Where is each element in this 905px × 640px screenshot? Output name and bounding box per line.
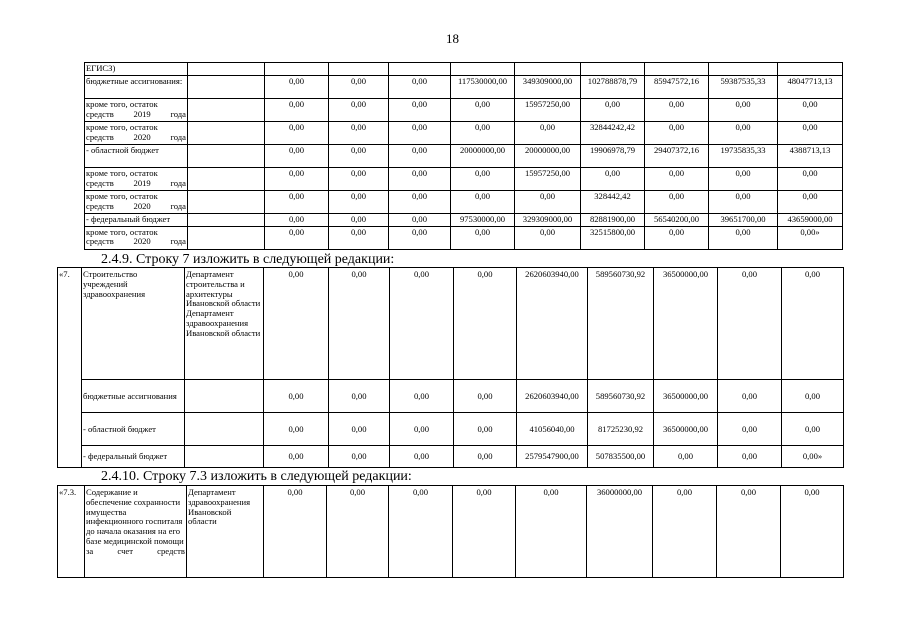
value-cell: 0,00 <box>327 486 389 578</box>
value-cell: 0,00 <box>265 75 329 98</box>
value-cell: 0,00 <box>389 213 451 226</box>
value-cell: 329309000,00 <box>515 213 581 226</box>
value-cell: 48047713,13 <box>778 75 843 98</box>
value-cell: 0,00 <box>453 486 516 578</box>
value-cell: 0,00 <box>515 121 581 144</box>
table-row <box>58 446 844 468</box>
value-cell: 0,00 <box>645 121 709 144</box>
row7-table <box>57 267 844 468</box>
value-cell: 0,00 <box>718 446 782 468</box>
executor-cell <box>188 190 265 213</box>
value-cell: 0,00 <box>264 413 329 446</box>
value-cell: 0,00 <box>645 226 709 249</box>
table-row <box>85 167 843 190</box>
executor-cell <box>188 144 265 167</box>
table-row <box>85 63 843 76</box>
value-cell: 56540200,00 <box>645 213 709 226</box>
value-cell: 20000000,00 <box>451 144 515 167</box>
value-cell: 97530000,00 <box>451 213 515 226</box>
row-label: бюджетные ассигнования <box>82 380 185 413</box>
row-label: - федеральный бюджет <box>85 213 188 226</box>
value-cell: 0,00 <box>782 268 844 380</box>
value-cell: 43659000,00 <box>778 213 843 226</box>
executor: Департамент строительства и архитектуры Ивановской области Департамент здравоохранения Ивановской области <box>185 268 264 380</box>
value-cell: 0,00 <box>390 380 454 413</box>
value-cell: 0,00 <box>265 121 329 144</box>
measure-name: Содержание и обеспечение сохранности имущества инфекционного госпиталя до начала оказания на его базе медицинской помощи за счет средств <box>85 486 187 578</box>
value-cell: 102788878,79 <box>581 75 645 98</box>
value-cell: 2620603940,00 <box>517 380 588 413</box>
value-cell: 0,00 <box>451 121 515 144</box>
value-cell: 0,00 <box>389 144 451 167</box>
value-cell: 82881900,00 <box>581 213 645 226</box>
value-cell: 0,00 <box>265 167 329 190</box>
value-cell: 36500000,00 <box>654 380 718 413</box>
value-cell: 4388713,13 <box>778 144 843 167</box>
value-cell: 0,00 <box>265 98 329 121</box>
executor-cell <box>188 167 265 190</box>
table-row <box>58 268 844 380</box>
table-row <box>85 213 843 226</box>
table-row <box>85 98 843 121</box>
executor: Департамент здравоохранения Ивановской области <box>187 486 264 578</box>
row-label: кроме того, остаток средств 2020 года <box>85 190 188 213</box>
page-number: 18 <box>446 31 459 46</box>
table-cell-label: ЕГИСЗ) <box>85 63 188 76</box>
value-cell: 0,00 <box>265 226 329 249</box>
executor-cell <box>188 226 265 249</box>
value-cell: 0,00 <box>329 98 389 121</box>
row-label: - областной бюджет <box>82 413 185 446</box>
value-cell: 0,00 <box>645 167 709 190</box>
value-cell: 36500000,00 <box>654 268 718 380</box>
row-label: бюджетные ассигнования: <box>85 75 188 98</box>
value-cell: 0,00 <box>389 226 451 249</box>
value-cell: 0,00 <box>709 190 778 213</box>
value-cell: 0,00 <box>264 446 329 468</box>
section-heading-249: 2.4.9. Строку 7 изложить в следующей редакции: <box>101 252 395 267</box>
value-cell: 0,00 <box>389 190 451 213</box>
value-cell: 15957250,00 <box>515 167 581 190</box>
executor-cell <box>185 446 264 468</box>
budget-table-continuation <box>84 62 843 250</box>
value-cell: 0,00 <box>515 190 581 213</box>
table-row <box>85 190 843 213</box>
value-cell: 0,00» <box>782 446 844 468</box>
table-row <box>85 75 843 98</box>
value-cell: 29407372,16 <box>645 144 709 167</box>
value-cell: 0,00 <box>390 446 454 468</box>
executor-cell <box>188 75 265 98</box>
value-cell: 0,00 <box>718 268 782 380</box>
value-cell: 0,00 <box>782 413 844 446</box>
value-cell: 0,00 <box>516 486 587 578</box>
value-cell: 0,00 <box>329 268 390 380</box>
value-cell: 0,00 <box>329 75 389 98</box>
value-cell: 0,00 <box>709 98 778 121</box>
value-cell: 0,00 <box>718 413 782 446</box>
value-cell: 0,00 <box>451 190 515 213</box>
table-row <box>58 486 844 578</box>
value-cell: 0,00 <box>778 121 843 144</box>
value-cell: 32844242,42 <box>581 121 645 144</box>
row-label: кроме того, остаток средств 2019 года <box>85 98 188 121</box>
value-cell: 0,00 <box>709 167 778 190</box>
value-cell: 0,00 <box>653 486 717 578</box>
value-cell: 2620603940,00 <box>517 268 588 380</box>
executor-cell <box>185 380 264 413</box>
table-row <box>85 121 843 144</box>
value-cell: 0,00» <box>778 226 843 249</box>
executor-cell <box>188 213 265 226</box>
value-cell: 0,00 <box>709 121 778 144</box>
value-cell: 0,00 <box>454 413 517 446</box>
value-cell: 0,00 <box>454 268 517 380</box>
value-cell: 41056040,00 <box>517 413 588 446</box>
value-cell: 0,00 <box>454 446 517 468</box>
value-cell: 0,00 <box>329 121 389 144</box>
row-label: кроме того, остаток средств 2020 года <box>85 121 188 144</box>
value-cell: 0,00 <box>645 98 709 121</box>
executor-cell <box>185 413 264 446</box>
value-cell: 0,00 <box>654 446 718 468</box>
value-cell: 0,00 <box>709 226 778 249</box>
value-cell: 328442,42 <box>581 190 645 213</box>
value-cell: 117530000,00 <box>451 75 515 98</box>
table-row <box>85 144 843 167</box>
value-cell: 0,00 <box>718 380 782 413</box>
value-cell: 0,00 <box>329 167 389 190</box>
value-cell: 0,00 <box>265 213 329 226</box>
row-number: «7. <box>58 268 82 468</box>
value-cell: 0,00 <box>329 380 390 413</box>
value-cell: 0,00 <box>329 226 389 249</box>
value-cell: 0,00 <box>389 98 451 121</box>
value-cell: 20000000,00 <box>515 144 581 167</box>
value-cell: 0,00 <box>451 226 515 249</box>
executor-cell <box>188 98 265 121</box>
executor-cell <box>188 121 265 144</box>
value-cell: 0,00 <box>389 121 451 144</box>
value-cell: 0,00 <box>329 446 390 468</box>
value-cell: 0,00 <box>778 190 843 213</box>
value-cell: 0,00 <box>451 167 515 190</box>
value-cell: 0,00 <box>717 486 781 578</box>
value-cell: 0,00 <box>264 268 329 380</box>
value-cell: 36000000,00 <box>587 486 653 578</box>
value-cell: 0,00 <box>329 144 389 167</box>
value-cell: 19735835,33 <box>709 144 778 167</box>
value-cell: 349309000,00 <box>515 75 581 98</box>
value-cell: 0,00 <box>264 486 327 578</box>
value-cell: 0,00 <box>390 413 454 446</box>
value-cell: 0,00 <box>778 167 843 190</box>
table-row <box>58 380 844 413</box>
value-cell: 589560730,92 <box>588 268 654 380</box>
value-cell: 589560730,92 <box>588 380 654 413</box>
value-cell: 0,00 <box>265 190 329 213</box>
value-cell: 0,00 <box>454 380 517 413</box>
value-cell: 0,00 <box>781 486 844 578</box>
value-cell: 0,00 <box>329 413 390 446</box>
value-cell: 59387535,33 <box>709 75 778 98</box>
row-label: - федеральный бюджет <box>82 446 185 468</box>
value-cell: 0,00 <box>329 190 389 213</box>
value-cell: 0,00 <box>329 213 389 226</box>
value-cell: 0,00 <box>581 167 645 190</box>
table-row <box>85 226 843 249</box>
row-label: кроме того, остаток средств 2020 года <box>85 226 188 249</box>
row73-table <box>57 485 844 578</box>
row-number: «7.3. <box>58 486 85 578</box>
measure-name: Строительство учреждений здравоохранения <box>82 268 185 380</box>
section-heading-2410: 2.4.10. Строку 7.3 изложить в следующей редакции: <box>101 469 412 484</box>
value-cell: 85947572,16 <box>645 75 709 98</box>
value-cell: 0,00 <box>265 144 329 167</box>
value-cell: 0,00 <box>782 380 844 413</box>
value-cell: 81725230,92 <box>588 413 654 446</box>
value-cell: 0,00 <box>515 226 581 249</box>
value-cell: 19906978,79 <box>581 144 645 167</box>
value-cell: 0,00 <box>389 486 453 578</box>
value-cell: 15957250,00 <box>515 98 581 121</box>
value-cell: 2579547900,00 <box>517 446 588 468</box>
value-cell: 0,00 <box>264 380 329 413</box>
value-cell: 39651700,00 <box>709 213 778 226</box>
value-cell: 0,00 <box>778 98 843 121</box>
value-cell: 0,00 <box>645 190 709 213</box>
row-label: кроме того, остаток средств 2019 года <box>85 167 188 190</box>
table-row <box>58 413 844 446</box>
row-label: - областной бюджет <box>85 144 188 167</box>
value-cell: 0,00 <box>389 167 451 190</box>
value-cell: 32515800,00 <box>581 226 645 249</box>
value-cell: 0,00 <box>390 268 454 380</box>
value-cell: 0,00 <box>389 75 451 98</box>
value-cell: 36500000,00 <box>654 413 718 446</box>
value-cell: 0,00 <box>581 98 645 121</box>
value-cell: 507835500,00 <box>588 446 654 468</box>
value-cell: 0,00 <box>451 98 515 121</box>
